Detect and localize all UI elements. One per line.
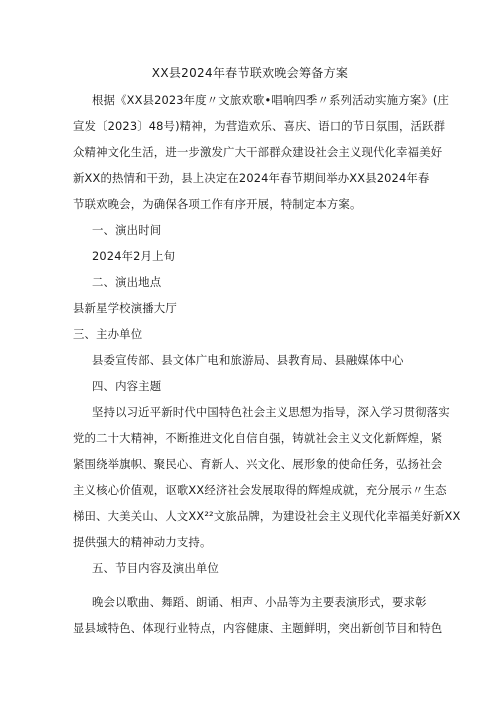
paragraph-line: 提供强大的精神动力支持。	[73, 535, 212, 549]
section-content: 2024年2月上旬	[92, 249, 176, 263]
paragraph-line: 主义核心价值观，讴歌XX经济社会发展取得的辉煌成就，充分展示〃生态	[73, 483, 447, 497]
section-heading: 四、内容主题	[92, 379, 162, 393]
section-heading: 一、演出时间	[92, 223, 162, 237]
section-heading: 三、主办单位	[73, 327, 143, 341]
paragraph-line: 众精神文化生活，进一步激发广大干部群众建设社会主义现代化幸福美好	[73, 145, 443, 159]
section-content: 县新星学校演播大厅	[73, 301, 177, 315]
section-content: 县委宣传部、县文体广电和旅游局、县教育局、县融媒体中心	[92, 353, 404, 367]
paragraph-line: 显县域特色、体现行业特点，内容健康、主题鲜明，突出新创节目和特色	[73, 621, 443, 635]
paragraph-line: 梯田、大美关山、人文XX²²文旅品牌，为建设社会主义现代化幸福美好新XX	[73, 509, 461, 523]
paragraph-line: 新XX的热情和干劲，县上决定在2024年春节期间举办XX县2024年春	[73, 171, 430, 185]
paragraph-line: 坚持以习近平新时代中国特色社会主义思想为指导，深入学习贯彻落实	[92, 405, 450, 419]
paragraph-line: 紧围绕举旗帜、聚民心、育新人、兴文化、展形象的使命任务，弘扬社会	[73, 457, 443, 471]
paragraph-line: 节联欢晚会，为确保各项工作有序开展，特制定本方案。	[73, 197, 362, 211]
section-heading: 二、演出地点	[92, 275, 162, 289]
document-title: XX县2024年春节联欢晚会筹备方案	[151, 66, 349, 80]
section-heading: 五、节目内容及演出单位	[92, 561, 219, 575]
paragraph-line: 晚会以歌曲、舞蹈、朗诵、相声、小品等为主要表演形式，要求彰	[92, 595, 427, 609]
paragraph-line: 党的二十大精神，不断推进文化自信自强，铸就社会主义文化新辉煌，紧	[73, 431, 443, 445]
paragraph-line: 根据《XX县2023年度〃文旅欢歌•唱响四季〃系列活动实施方案》(庄	[92, 93, 450, 107]
paragraph-line: 宣发〔2023〕48号)精神，为营造欢乐、喜庆、语口的节日氛围，活跃群	[73, 119, 446, 133]
